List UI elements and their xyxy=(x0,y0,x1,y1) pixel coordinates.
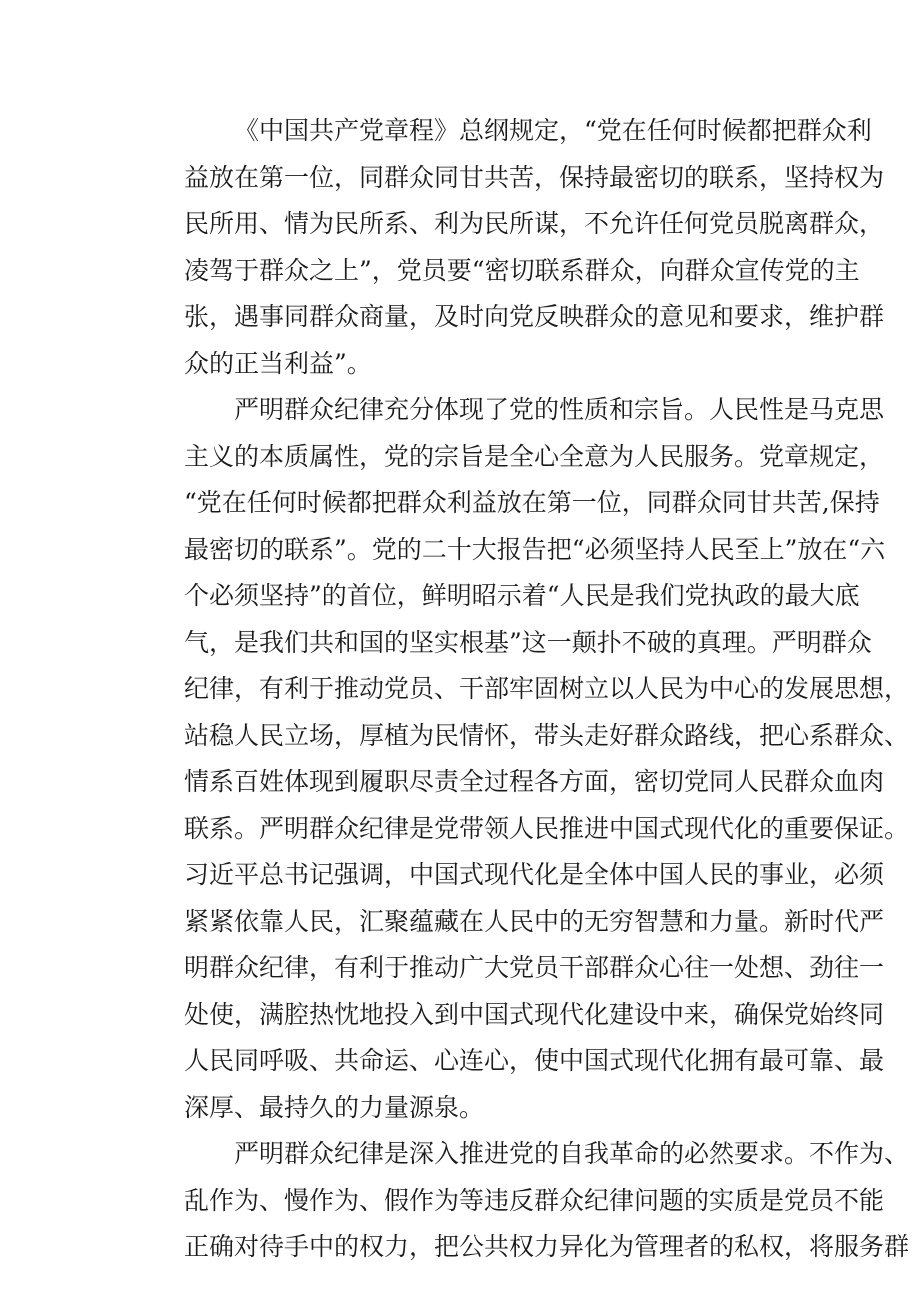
text-line: 主义的本质属性，党的宗旨是全心全意为人民服务。党章规定， xyxy=(184,441,885,471)
text-line: 民所用、情为民所系、利为民所谋，不允许任何党员脱离群众， xyxy=(184,209,885,238)
text-line: 情系百姓体现到履职尽责全过程各方面，密切党同人民群众血肉 xyxy=(184,767,885,796)
text-line: 气，是我们共和国的坚实根基”这一颠扑不破的真理。严明群众 xyxy=(184,627,872,657)
text-line: 张，遇事同群众商量，及时向党反映群众的意见和要求，维护群 xyxy=(184,302,885,331)
text-line: 站稳人民立场，厚植为民情怀，带头走好群众路线，把心系群众、 xyxy=(184,720,910,750)
text-line: 习近平总书记强调，中国式现代化是全体中国人民的事业，必须 xyxy=(184,860,885,889)
text-line: 乱作为、慢作为、假作为等违反群众纪律问题的实质是党员不能 xyxy=(184,1185,885,1215)
body-text xyxy=(134,108,910,1271)
text-line: 深厚、最持久的力量源泉。 xyxy=(184,1092,485,1122)
text-line: 纪律，有利于推动党员、干部牢固树立以人民为中心的发展思想， xyxy=(184,674,910,703)
text-line: 凌驾于群众之上”，党员要“密切联系群众，向群众宣传党的主 xyxy=(184,255,860,285)
text-line: “党在任何时候都把群众利益放在第一位，同群众同甘共苦,保持 xyxy=(184,488,880,517)
text-line: 《中国共产党章程》总纲规定，“党在任何时候都把群众利 xyxy=(234,116,872,145)
text-line: 人民同呼吸、共命运、心连心，使中国式现代化拥有最可靠、最 xyxy=(184,1046,885,1075)
text-line: 明群众纪律，有利于推动广大党员干部群众心往一处想、劲往一 xyxy=(184,953,885,982)
text-line: 个必须坚持”的首位，鲜明昭示着“人民是我们党执政的最大底 xyxy=(184,581,860,610)
text-line: 众的正当利益”。 xyxy=(184,348,372,378)
text-line: 联系。严明群众纪律是党带领人民推进中国式现代化的重要保证。 xyxy=(184,813,910,843)
text-line: 严明群众纪律是深入推进党的自我革命的必然要求。不作为、 xyxy=(234,1139,910,1168)
text-line: 紧紧依靠人民，汇聚蕴藏在人民中的无穷智慧和力量。新时代严 xyxy=(184,906,885,936)
paragraph-2 xyxy=(134,387,910,1131)
text-line: 处使，满腔热忱地投入到中国式现代化建设中来，确保党始终同 xyxy=(184,999,885,1029)
text-line: 正确对待手中的权力，把公共权力异化为管理者的私权，将服务群 xyxy=(184,1232,910,1261)
paragraph-3 xyxy=(134,1131,910,1271)
text-line: 益放在第一位，同群众同甘共苦，保持最密切的联系，坚持权为 xyxy=(184,162,885,192)
paragraph-1 xyxy=(134,108,885,387)
text-line: 严明群众纪律充分体现了党的性质和宗旨。人民性是马克思 xyxy=(234,395,885,424)
text-line: 最密切的联系”。党的二十大报告把“必须坚持人民至上”放在“六 xyxy=(184,534,886,564)
